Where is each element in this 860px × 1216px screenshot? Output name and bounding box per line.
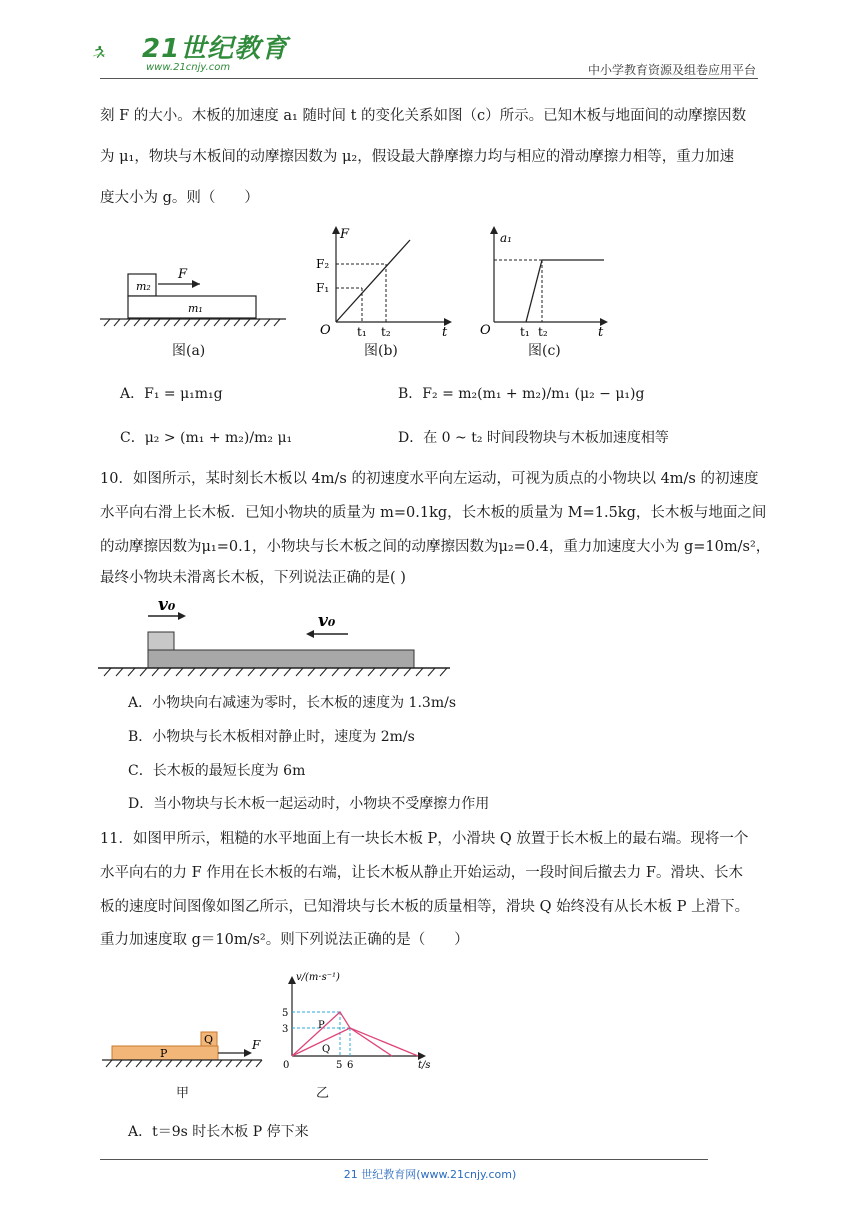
logo-url: www.21cnjy.com [146, 62, 231, 73]
q10-line-3: 的动摩擦因数为μ₁=0.1，小物块与长木板之间的动摩擦因数为μ₂=0.4，重力加速度大小为 g=10m/s²， [100, 539, 771, 555]
axis-t-label: t [598, 325, 604, 340]
origin-label: O [480, 323, 491, 338]
q9-option-d: D．在 0 ~ t₂ 时间段物块与木板加速度相等 [398, 430, 669, 446]
platform-label: 中小学教育资源及组卷应用平台 [587, 63, 756, 77]
q9-option-a: A．F₁ = μ₁m₁g [120, 386, 223, 402]
runner-logo-icon [92, 28, 142, 76]
label-F: F [178, 267, 188, 282]
label-F: F [252, 1038, 261, 1052]
q9-fig-b-caption: 图(b) [364, 343, 398, 359]
q9-fig-c-caption: 图(c) [528, 343, 561, 359]
axis-F-label: F [340, 227, 350, 242]
q11-fig-jia-caption: 甲 [176, 1086, 190, 1101]
q9-figure-b [310, 222, 460, 340]
q11-line-3: 板的速度时间图像如图乙所示，已知滑块与长木板的质量相等，滑块 Q 始终没有从长木板 P 上滑下。 [100, 899, 750, 915]
q9-line-1: 刻 F 的大小。木板的加速度 a₁ 随时间 t 的变化关系如图（c）所示。已知木板与地面间的动摩擦因数 [100, 108, 747, 124]
q9-fig-a-caption: 图(a) [172, 343, 206, 359]
graph-xlabel: t/s [418, 1060, 431, 1071]
q11-line-2: 水平向右的力 F 作用在长木板的右端，让长木板从静止开始运动，一段时间后撤去力 F。滑块、长木 [100, 865, 743, 881]
q10-option-c: C．长木板的最短长度为 6m [128, 763, 306, 779]
q11-line-4: 重力加速度取 g＝10m/s²。则下列说法正确的是（ ） [100, 932, 469, 948]
graph-x5: 5 [336, 1060, 343, 1071]
t1-label: t₁ [520, 325, 530, 339]
page-header [0, 0, 860, 80]
q9-option-b: B．F₂ = m₂(m₁ + m₂)/m₁ (μ₂ − μ₁)g [398, 386, 645, 402]
q10-option-a: A．小物块向右减速为零时，长木板的速度为 1.3m/s [128, 695, 457, 711]
label-m2: m₂ [136, 280, 151, 293]
graph-Q-label: Q [322, 1044, 331, 1055]
axis-a1-label: a₁ [500, 231, 512, 245]
q9-option-c: C．μ₂ > (m₁ + m₂)/m₂ μ₁ [120, 430, 293, 446]
footer-text: 21 世纪教育网(www.21cnjy.com) [343, 1168, 517, 1181]
q11-fig-yi-caption: 乙 [316, 1086, 330, 1101]
graph-P-label: P [318, 1020, 325, 1031]
F1-label: F₁ [316, 281, 330, 295]
q10-option-d: D．当小物块与长木板一起运动时，小物块不受摩擦力作用 [128, 796, 490, 812]
t2-label: t₂ [538, 325, 548, 339]
graph-ylabel: v/(m·s⁻¹) [296, 972, 340, 983]
label-m1: m₁ [188, 302, 203, 315]
label-Q: Q [204, 1033, 214, 1046]
graph-x6: 6 [347, 1060, 354, 1071]
q9-figure-c [476, 222, 616, 340]
line-P [292, 1012, 418, 1056]
q9-line-2: 为 μ₁，物块与木板间的动摩擦因数为 μ₂，假设最大静摩擦力均与相应的滑动摩擦力相等，重力加速 [100, 149, 735, 165]
origin-label: O [320, 323, 331, 338]
q10-line-2: 水平向右滑上长木板．已知小物块的质量为 m=0.1kg，长木板的质量为 M=1.5kg，长木板与地面之间 [100, 505, 767, 521]
v0-left-label: v₀ [158, 595, 176, 615]
header-divider [100, 78, 758, 79]
graph-origin: 0 [283, 1060, 290, 1071]
long-board [148, 650, 414, 668]
logo-text: 21世纪教育 [142, 34, 289, 64]
axis-t-label: t [442, 325, 448, 340]
label-P: P [160, 1047, 168, 1060]
graph-y3: 3 [282, 1024, 289, 1035]
t2-label: t₂ [381, 325, 391, 339]
q10-figure [98, 594, 454, 680]
q11-option-a: A．t＝9s 时长木板 P 停下来 [128, 1124, 309, 1140]
t1-label: t₁ [357, 325, 367, 339]
q11-figure-jia [102, 1024, 272, 1074]
q11-figure-yi [278, 968, 438, 1076]
q10-option-b: B．小物块与长木板相对静止时，速度为 2m/s [128, 729, 415, 745]
q9-line-3: 度大小为 g。则（ ） [100, 190, 259, 206]
q10-line-1: 10．如图所示，某时刻长木板以 4m/s 的初速度水平向左运动，可视为质点的小物块以 4m/s 的初速度 [100, 471, 759, 487]
small-block [148, 632, 174, 650]
q9-figure-a [100, 262, 290, 332]
footer-divider [100, 1159, 708, 1160]
q10-line-4: 最终小物块未滑离长木板，下列说法正确的是( ) [100, 570, 406, 586]
F2-label: F₂ [316, 257, 330, 271]
v0-right-label: v₀ [318, 611, 336, 631]
q11-line-1: 11．如图甲所示，粗糙的水平地面上有一块长木板 P，小滑块 Q 放置于长木板上的最右端。现将一个 [100, 831, 749, 847]
graph-y5: 5 [282, 1008, 289, 1019]
